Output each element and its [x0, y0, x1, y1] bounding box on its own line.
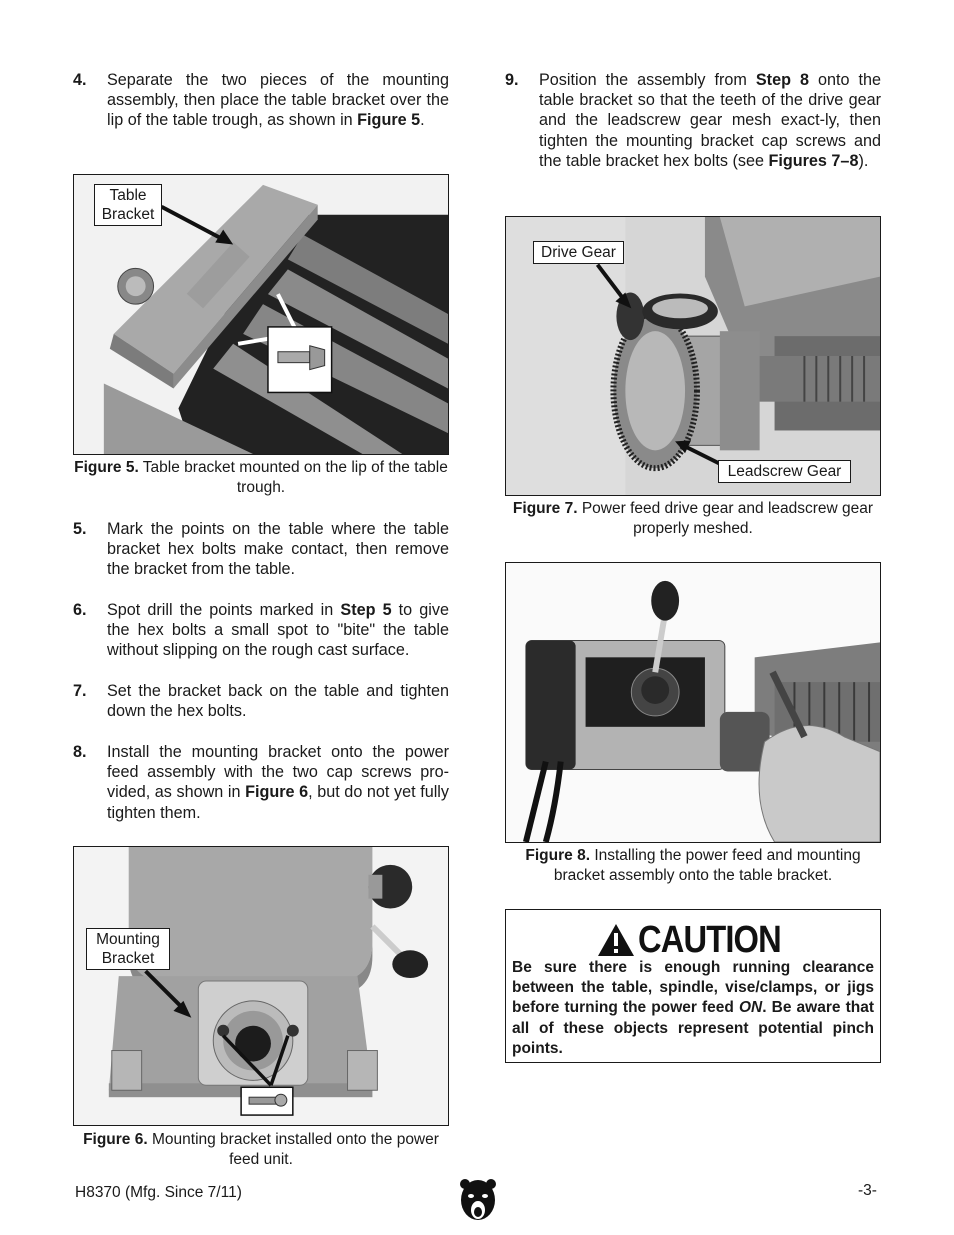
leadscrew-gear-callout: Leadscrew Gear	[718, 460, 851, 483]
caution-text: Be sure there is enough running clearance between the table, spindle, vise/clamps, or jigs before turning the power feed ON. Be aware that all of these objects represent potential pinch points.	[512, 959, 874, 1057]
step-number: 6.	[73, 601, 87, 619]
figure-8-caption: Figure 8. Installing the power feed and mounting bracket assembly onto the table bracket.	[525, 847, 861, 884]
step-number: 5.	[73, 520, 87, 538]
step-9	[505, 70, 881, 171]
step-text: Mark the points on the table where the table bracket hex bolts make contact, then remove the bracket from the table.	[107, 520, 449, 579]
figure-6-photo	[73, 846, 449, 1126]
figure-5-caption: Figure 5. Table bracket mounted on the lip of the table trough.	[74, 459, 448, 496]
figure-8-photo	[505, 562, 881, 843]
figure-7-caption: Figure 7. Power feed drive gear and leadscrew gear properly meshed.	[512, 500, 874, 537]
step-text: Set the bracket back on the table and tighten down the hex bolts.	[107, 682, 449, 721]
step-text: Separate the two pieces of the mounting assembly, then place the table bracket over the lip of the table trough, as shown in Figure 5.	[107, 71, 449, 130]
step-text: Install the mounting bracket onto the power feed assembly with the two cap screws pro-vided, as shown in Figure 6, but do not yet fully tighten them.	[107, 743, 449, 822]
table-bracket-callout: Table Bracket	[94, 184, 162, 226]
drive-gear-callout: Drive Gear	[533, 241, 624, 264]
figure-6-caption: Figure 6. Mounting bracket installed onto the power feed unit.	[83, 1131, 439, 1168]
step-number: 4.	[73, 71, 87, 89]
step-6	[73, 600, 449, 661]
step-text: Position the assembly from Step 8 onto the table bracket so that the teeth of the drive gear and the leadscrew gear mesh exact-ly, then tighten the mounting bracket cap screws and the table bracket hex bolts (see Figures 7–8).	[539, 71, 881, 170]
caution-header	[596, 918, 804, 962]
footer-model: H8370 (Mfg. Since 7/11)	[75, 1184, 242, 1201]
step-7	[73, 681, 449, 721]
mounting-bracket-callout: Mounting Bracket	[86, 928, 170, 970]
warning-triangle-icon	[596, 922, 636, 958]
step-5	[73, 519, 449, 580]
step-8	[73, 742, 449, 823]
step-number: 9.	[505, 71, 519, 89]
step-text: Spot drill the points marked in Step 5 to give the hex bolts a small spot to "bite" the table without slipping on the rough cast surface.	[107, 601, 449, 660]
step-4	[73, 70, 449, 131]
step-number: 8.	[73, 743, 87, 761]
step-number: 7.	[73, 682, 87, 700]
page-number: -3-	[858, 1182, 877, 1199]
caution-title: CAUTION	[638, 918, 781, 961]
grizzly-bear-logo-icon	[459, 1178, 497, 1224]
caution-box	[505, 909, 881, 1063]
